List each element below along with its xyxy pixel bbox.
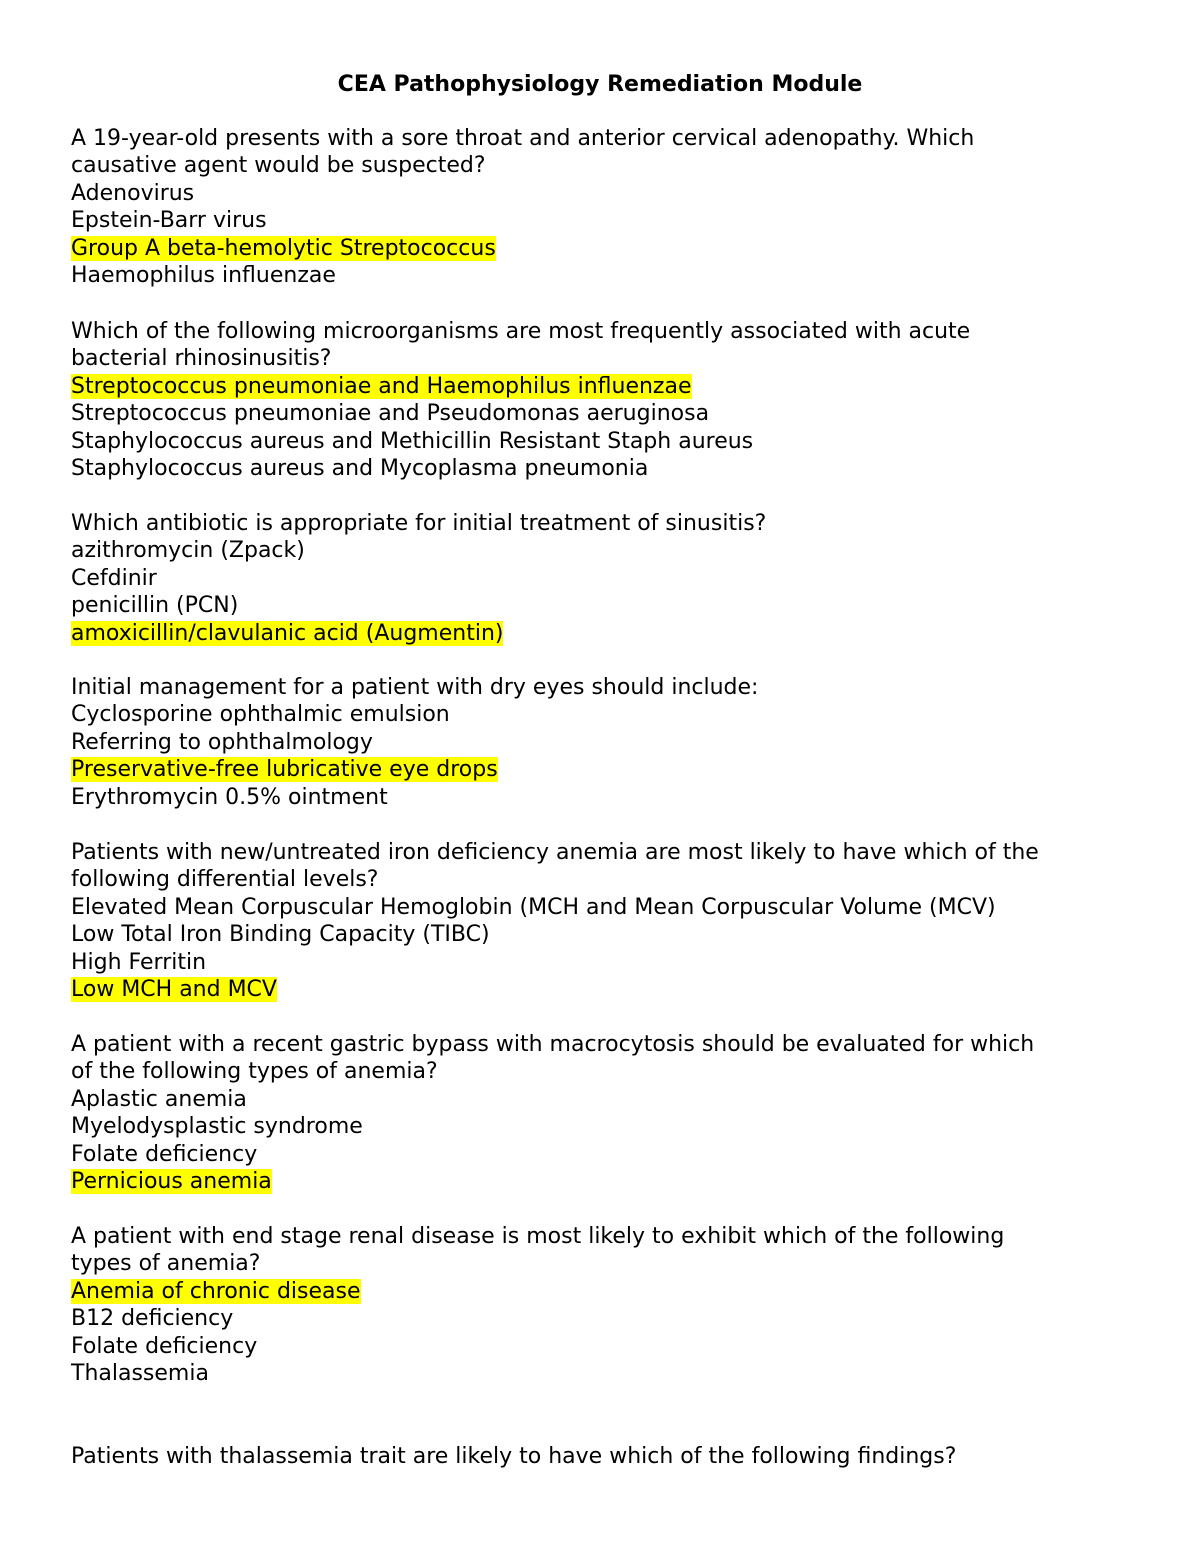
question-text: following differential levels? — [71, 867, 379, 893]
answer-option-correct — [71, 756, 1171, 783]
option-text: azithromycin (Zpack) — [71, 538, 305, 564]
answer-option-correct — [71, 235, 1171, 262]
question-text: Initial management for a patient with dry eyes should include: — [71, 675, 759, 700]
answer-option — [71, 1141, 1171, 1168]
option-text: Folate deficiency — [71, 1141, 258, 1167]
answer-option — [71, 400, 1171, 427]
option-text: Low MCH and MCV — [71, 977, 277, 1003]
question-text: bacterial rhinosinusitis? — [71, 346, 332, 372]
answer-option — [71, 180, 1171, 207]
question-block — [71, 1443, 1171, 1470]
question-text: Which antibiotic is appropriate for initial treatment of sinusitis? — [71, 511, 767, 536]
answer-option-correct — [71, 1168, 1171, 1195]
option-text: Anemia of chronic disease — [71, 1278, 361, 1304]
answer-option — [71, 1360, 1171, 1387]
question-text: of the following types of anemia? — [71, 1059, 438, 1085]
answer-option — [71, 1333, 1171, 1360]
option-text: Preservative-free lubricative eye drops — [71, 757, 498, 783]
answer-option — [71, 537, 1171, 564]
option-text: Folate deficiency — [71, 1333, 258, 1359]
option-text: Cefdinir — [71, 565, 157, 591]
question-block — [71, 510, 1171, 647]
option-text: Erythromycin 0.5% ointment — [71, 784, 388, 810]
answer-option — [71, 565, 1171, 592]
option-text: Elevated Mean Corpuscular Hemoglobin (MCH and Mean Corpuscular Volume (MCV) — [71, 894, 996, 920]
option-text: Epstein-Barr virus — [71, 208, 267, 234]
answer-option — [71, 1086, 1171, 1113]
question-block — [71, 674, 1171, 811]
answer-option-correct — [71, 373, 1171, 400]
question-block — [71, 839, 1171, 1003]
option-text: Low Total Iron Binding Capacity (TIBC) — [71, 922, 490, 948]
answer-option — [71, 1113, 1171, 1140]
option-text: Staphylococcus aureus and Methicillin Resistant Staph aureus — [71, 428, 754, 454]
answer-option-correct — [71, 620, 1171, 647]
option-text: amoxicillin/clavulanic acid (Augmentin) — [71, 620, 504, 646]
answer-option — [71, 455, 1171, 482]
answer-option — [71, 949, 1171, 976]
option-text: Cyclosporine ophthalmic emulsion — [71, 702, 450, 728]
answer-option-correct — [71, 976, 1171, 1003]
answer-option — [71, 428, 1171, 455]
answer-option — [71, 207, 1171, 234]
option-text: Aplastic anemia — [71, 1086, 247, 1112]
option-text: Group A beta-hemolytic Streptococcus — [71, 235, 496, 261]
question-block — [71, 1031, 1171, 1195]
question-block — [71, 1223, 1171, 1387]
option-text: Staphylococcus aureus and Mycoplasma pneumonia — [71, 456, 649, 482]
question-text: Patients with thalassemia trait are likely to have which of the following findings? — [71, 1444, 957, 1469]
question-text: causative agent would be suspected? — [71, 153, 486, 179]
question-text: Patients with new/untreated iron deficiency anemia are most likely to have which of the — [71, 840, 1039, 865]
option-text: B12 deficiency — [71, 1306, 234, 1332]
question-text: A patient with a recent gastric bypass with macrocytosis should be evaluated for which — [71, 1032, 1035, 1057]
option-text: Myelodysplastic syndrome — [71, 1114, 363, 1140]
answer-option — [71, 784, 1171, 811]
question-block — [71, 125, 1171, 289]
answer-option — [71, 1305, 1171, 1332]
option-text: Adenovirus — [71, 180, 195, 206]
document-title: CEA Pathophysiology Remediation Module — [337, 72, 863, 97]
option-text: Haemophilus influenzae — [71, 263, 336, 289]
answer-option-correct — [71, 1278, 1171, 1305]
question-text: A 19-year-old presents with a sore throat and anterior cervical adenopathy. Which — [71, 126, 975, 151]
answer-option — [71, 921, 1171, 948]
option-text: Referring to ophthalmology — [71, 729, 373, 755]
question-text: A patient with end stage renal disease is most likely to exhibit which of the following — [71, 1224, 1005, 1249]
answer-option — [71, 729, 1171, 756]
option-text: Thalassemia — [71, 1361, 209, 1387]
question-block — [71, 318, 1171, 482]
option-text: High Ferritin — [71, 949, 207, 975]
option-text: Streptococcus pneumoniae and Haemophilus influenzae — [71, 373, 692, 399]
question-text: types of anemia? — [71, 1251, 261, 1277]
option-text: penicillin (PCN) — [71, 593, 239, 619]
answer-option — [71, 592, 1171, 619]
question-text: Which of the following microorganisms are most frequently associated with acute — [71, 319, 971, 344]
option-text: Pernicious anemia — [71, 1169, 272, 1195]
answer-option — [71, 262, 1171, 289]
answer-option — [71, 894, 1171, 921]
option-text: Streptococcus pneumoniae and Pseudomonas aeruginosa — [71, 401, 710, 427]
answer-option — [71, 701, 1171, 728]
